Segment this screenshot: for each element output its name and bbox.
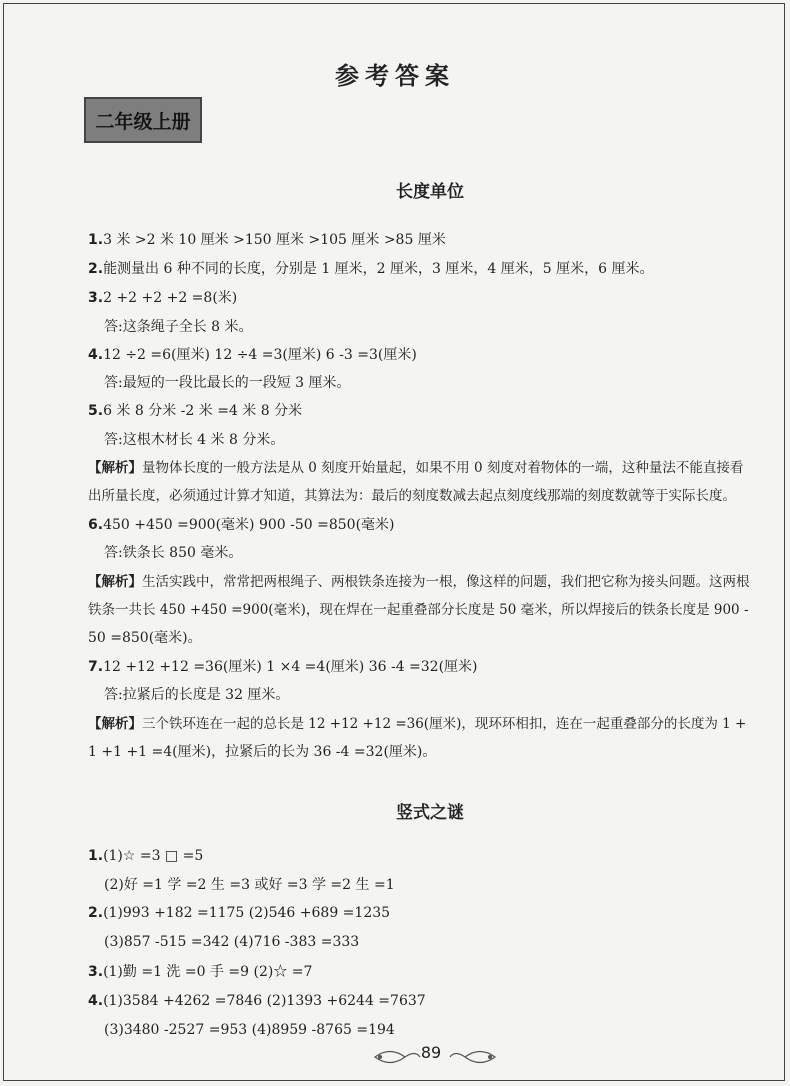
answer-line: 答:铁条长 850 毫米。 <box>104 545 243 561</box>
analysis-line: 1 +1 +1 =4(厘米)，拉紧后的长为 36 -4 =32(厘米)。 <box>88 744 437 760</box>
section-title-length-units: 长度单位 <box>396 182 464 202</box>
answer-line: 2.(1)993 +182 =1175 (2)546 +689 =1235 <box>88 905 391 921</box>
answer-line: 答:这根木材长 4 米 8 分米。 <box>104 432 285 448</box>
analysis-line: 【解析】量物体长度的一般方法是从 0 刻度开始量起，如果不用 0 刻度对着物体的一端，这种量法不能直接看 <box>88 460 744 476</box>
analysis-line: 【解析】生活实践中，常常把两根绳子、两根铁条连接为一根，像这样的问题，我们把它称为接头问题。这两根 <box>88 574 750 590</box>
answer-line: 答:这条绳子全长 8 米。 <box>104 319 253 335</box>
section-title-vertical-puzzle: 竖式之谜 <box>396 803 464 823</box>
page-title: 参考答案 <box>335 61 455 90</box>
answer-line: 3.(1)勤 =1 洗 =0 手 =9 (2)☆ =7 <box>88 964 313 980</box>
page-number: 89 <box>420 1043 442 1062</box>
answer-line: 答:最短的一段比最长的一段短 3 厘米。 <box>104 375 351 391</box>
answer-line: (3)3480 -2527 =953 (4)8959 -8765 =194 <box>104 1022 395 1038</box>
answer-line: 7.12 +12 +12 =36(厘米) 1 ×4 =4(厘米) 36 -4 =32(厘米) <box>88 659 478 675</box>
analysis-line: 铁条一共长 450 +450 =900(毫米)，现在焊在一起重叠部分长度是 50 毫米，所以焊接后的铁条长度是 900 - <box>88 602 749 618</box>
answer-line: (2)好 =1 学 =2 生 =3 或好 =3 学 =2 生 =1 <box>104 877 395 893</box>
answer-line: 答:拉紧后的长度是 32 厘米。 <box>104 687 290 703</box>
analysis-line: 出所量长度，必须通过计算才知道，其算法为：最后的刻度数减去起点刻度线那端的刻度数就等于实际长度。 <box>88 488 736 504</box>
answer-line: (3)857 -515 =342 (4)716 -383 =333 <box>104 934 360 950</box>
analysis-line: 【解析】三个铁环连在一起的总长是 12 +12 +12 =36(厘米)，现环环相扣，连在一起重叠部分的长度为 1 + <box>88 716 747 732</box>
answer-line: 2.能测量出 6 种不同的长度，分别是 1 厘米，2 厘米，3 厘米，4 厘米，5 厘米，6 厘米。 <box>88 261 654 277</box>
answer-line: 4.12 ÷2 =6(厘米) 12 ÷4 =3(厘米) 6 -3 =3(厘米) <box>88 347 417 363</box>
answer-line: 4.(1)3584 +4262 =7846 (2)1393 +6244 =7637 <box>88 993 426 1009</box>
grade-badge: 二年级上册 <box>84 97 202 143</box>
answer-line: 5.6 米 8 分米 -2 米 =4 米 8 分米 <box>88 403 303 419</box>
analysis-line: 50 =850(毫米)。 <box>88 630 202 646</box>
answer-line: 1.3 米 >2 米 10 厘米 >150 厘米 >105 厘米 >85 厘米 <box>88 232 446 248</box>
answer-line: 6.450 +450 =900(毫米) 900 -50 =850(毫米) <box>88 517 395 533</box>
answer-line: 3.2 +2 +2 +2 =8(米) <box>88 290 238 306</box>
answer-line: 1.(1)☆ =3 □ =5 <box>88 848 204 864</box>
